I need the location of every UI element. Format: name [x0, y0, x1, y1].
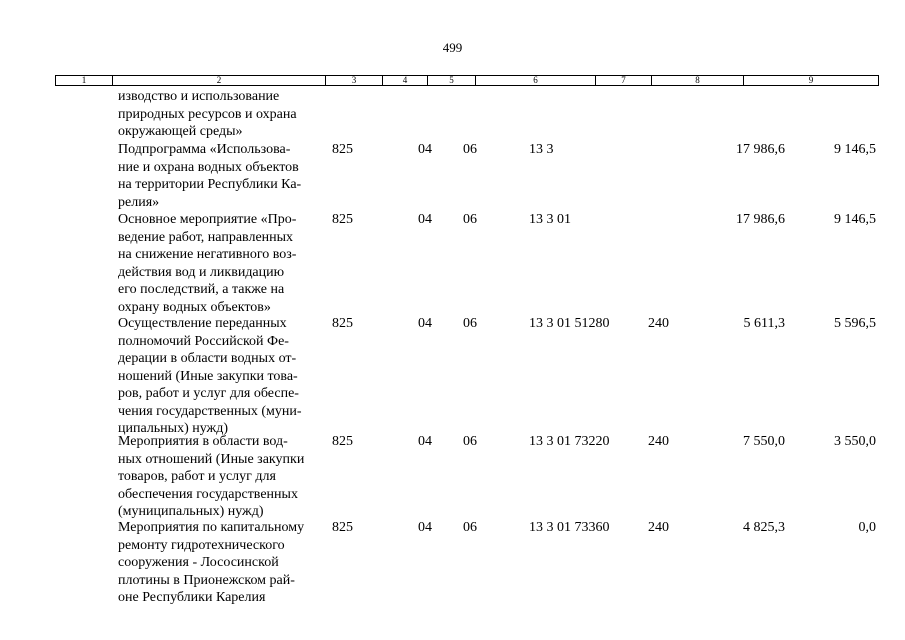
row-cs: 13 3 — [529, 142, 554, 157]
row-name: Мероприятия в области вод- ных отношений (Иные закупки товаров, работ и услуг для обеспечения государственных (муниципальных) нужд) — [118, 434, 305, 519]
header-col-6: 6 — [476, 76, 596, 85]
header-col-7: 7 — [596, 76, 652, 85]
row-pr: 06 — [463, 316, 477, 331]
header-col-2: 2 — [113, 76, 326, 85]
header-col-1: 1 — [56, 76, 113, 85]
row-pr: 06 — [463, 142, 477, 157]
row-vr: 240 — [648, 434, 669, 449]
row-sum-2: 9 146,5 — [834, 142, 876, 157]
table-header — [55, 75, 879, 86]
row-cs: 13 3 01 — [529, 212, 571, 227]
row-sum-2: 9 146,5 — [834, 212, 876, 227]
row-vr: 240 — [648, 316, 669, 331]
row-rz: 04 — [418, 212, 432, 227]
header-col-5: 5 — [428, 76, 476, 85]
row-rz: 04 — [418, 316, 432, 331]
row-cs: 13 3 01 73220 — [529, 434, 610, 449]
row-sum-2: 3 550,0 — [834, 434, 876, 449]
row-name: Основное мероприятие «Про- ведение работ, направленных на снижение негативного воз- действия вод и ликвидацию его последствий, а также на охрану водных объектов» — [118, 212, 297, 315]
row-pr: 06 — [463, 520, 477, 535]
row-gr: 825 — [332, 316, 353, 331]
row-sum-1: 7 550,0 — [743, 434, 785, 449]
header-col-8: 8 — [652, 76, 744, 85]
row-gr: 825 — [332, 434, 353, 449]
row-gr: 825 — [332, 212, 353, 227]
row-pr: 06 — [463, 212, 477, 227]
row-cs: 13 3 01 51280 — [529, 316, 610, 331]
row-sum-2: 0,0 — [858, 520, 876, 535]
row-name: изводство и использование природных ресурсов и охрана окружающей среды» — [118, 89, 297, 139]
header-col-9: 9 — [808, 75, 814, 85]
row-sum-1: 17 986,6 — [736, 212, 785, 227]
page-number: 499 — [442, 40, 463, 55]
row-pr: 06 — [463, 434, 477, 449]
row-vr: 240 — [648, 520, 669, 535]
row-cs: 13 3 01 73360 — [529, 520, 610, 535]
row-sum-1: 17 986,6 — [736, 142, 785, 157]
row-rz: 04 — [418, 434, 432, 449]
row-sum-2: 5 596,5 — [834, 316, 876, 331]
row-rz: 04 — [418, 520, 432, 535]
row-name: Подпрограмма «Использова- ние и охрана водных объектов на территории Республики Ка- релия» — [118, 142, 302, 210]
row-gr: 825 — [332, 520, 353, 535]
row-sum-1: 5 611,3 — [743, 316, 785, 331]
header-col-3: 3 — [326, 76, 383, 85]
row-sum-1: 4 825,3 — [743, 520, 785, 535]
row-rz: 04 — [418, 142, 432, 157]
header-col-4: 4 — [383, 76, 428, 85]
row-gr: 825 — [332, 142, 353, 157]
row-name: Мероприятия по капитальному ремонту гидротехнического сооружения - Лососинской плотины в Прионежском рай- оне Республики Карелия — [118, 520, 305, 605]
row-name: Осуществление переданных полномочий Российской Фе- дерации в области водных от- ношений (Иные закупки това- ров, работ и услуг для обеспе- чения государственных (муни- ципальных) нужд) — [118, 316, 302, 436]
